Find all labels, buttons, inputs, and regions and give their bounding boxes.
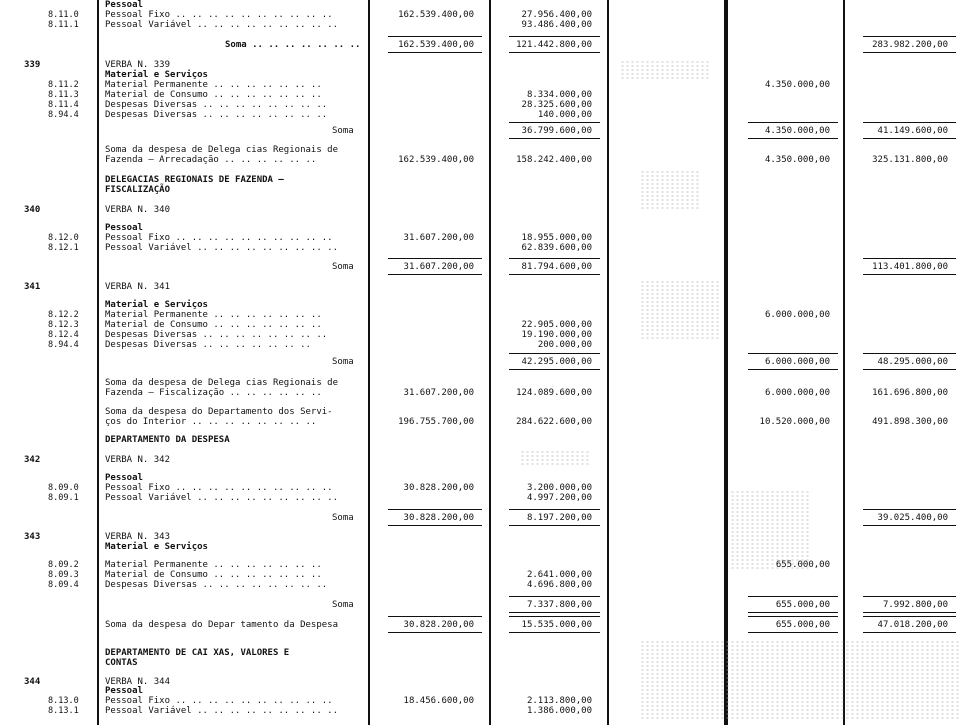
amount-v2: 28.325.600,00 bbox=[521, 100, 592, 110]
amount-v5: 39.025.400,00 bbox=[877, 513, 948, 523]
row-label: VERBA N. 342 bbox=[105, 455, 171, 465]
sum-rule bbox=[509, 596, 600, 597]
row-label: Pessoal Variável .. .. .. .. .. .. .. .. .. bbox=[105, 20, 338, 30]
amount-v1: 162.539.400,00 bbox=[398, 10, 474, 20]
amount-v1: 196.755.700,00 bbox=[398, 417, 474, 427]
row-label: Despesas Diversas .. .. .. .. .. .. .. .. bbox=[105, 110, 328, 120]
sum-label: Soma bbox=[332, 126, 354, 136]
account-code: 8.12.2 bbox=[48, 310, 79, 320]
amount-v2: 15.535.000,00 bbox=[521, 620, 592, 630]
row-label: Pessoal Variável .. .. .. .. .. .. .. .. .. bbox=[105, 706, 338, 716]
amount-v4: 6.000.000,00 bbox=[764, 388, 830, 398]
row-label: Pessoal Fixo .. .. .. .. .. .. .. .. .. .. bbox=[105, 483, 333, 493]
sum-rule bbox=[509, 52, 600, 53]
amount-v2: 36.799.600,00 bbox=[521, 126, 592, 136]
amount-v5: 161.696.800,00 bbox=[872, 388, 948, 398]
amount-v4: 655.000,00 bbox=[775, 620, 830, 630]
sum-rule bbox=[863, 596, 956, 597]
amount-v4: 655.000,00 bbox=[775, 560, 830, 570]
account-code: 8.94.4 bbox=[48, 340, 79, 350]
amount-v5: 325.131.800,00 bbox=[872, 155, 948, 165]
sum-label: Soma bbox=[332, 600, 354, 610]
sum-rule bbox=[509, 36, 600, 37]
amount-v2: 7.337.800,00 bbox=[526, 600, 592, 610]
amount-v4: 4.350.000,00 bbox=[764, 80, 830, 90]
amount-v1: 162.539.400,00 bbox=[398, 40, 474, 50]
sum-rule bbox=[509, 369, 600, 370]
row-label: Despesas Diversas .. .. .. .. .. .. .. .. bbox=[105, 330, 328, 340]
sum-rule bbox=[863, 509, 956, 510]
amount-v1: 31.607.200,00 bbox=[403, 262, 474, 272]
sum-rule bbox=[509, 525, 600, 526]
row-label: Material e Serviços bbox=[105, 300, 208, 310]
verba-number: 340 bbox=[24, 205, 41, 215]
row-label: Material e Serviços bbox=[105, 70, 208, 80]
account-code: 8.09.3 bbox=[48, 570, 79, 580]
row-label: DELEGACIAS REGIONAIS DE FAZENDA — bbox=[105, 175, 284, 185]
sum-rule bbox=[863, 52, 956, 53]
verba-number: 344 bbox=[24, 677, 41, 687]
row-label: VERBA N. 341 bbox=[105, 282, 171, 292]
row-label: Pessoal bbox=[105, 0, 143, 10]
col-rule-5 bbox=[724, 0, 728, 725]
amount-v2: 8.334.000,00 bbox=[526, 90, 592, 100]
scan-noise bbox=[520, 450, 590, 465]
sum-rule bbox=[509, 612, 600, 613]
account-code: 8.09.1 bbox=[48, 493, 79, 503]
row-label: Pessoal Variável .. .. .. .. .. .. .. .. .. bbox=[105, 243, 338, 253]
sum-label: Soma da despesa de Delega cias Regionais de bbox=[105, 378, 338, 388]
amount-v5: 283.982.200,00 bbox=[872, 40, 948, 50]
sum-rule bbox=[863, 612, 956, 613]
verba-number: 342 bbox=[24, 455, 41, 465]
verba-number: 339 bbox=[24, 60, 41, 70]
account-code: 8.11.1 bbox=[48, 20, 79, 30]
amount-v4: 6.000.000,00 bbox=[764, 310, 830, 320]
sum-rule bbox=[509, 258, 600, 259]
amount-v2: 200.000,00 bbox=[537, 340, 592, 350]
row-label: CONTAS bbox=[105, 658, 138, 668]
amount-v5: 41.149.600,00 bbox=[877, 126, 948, 136]
account-code: 8.11.3 bbox=[48, 90, 79, 100]
row-label: DEPARTAMENTO DA DESPESA bbox=[105, 435, 230, 445]
sum-rule bbox=[748, 612, 838, 613]
sum-rule bbox=[863, 616, 956, 617]
amount-v4: 10.520.000,00 bbox=[759, 417, 830, 427]
sum-label: Soma da despesa de Delega cias Regionais de bbox=[105, 145, 338, 155]
sum-label: Soma bbox=[332, 357, 354, 367]
account-code: 8.09.2 bbox=[48, 560, 79, 570]
row-label: Fazenda — Arrecadação .. .. .. .. .. .. bbox=[105, 155, 317, 165]
account-code: 8.94.4 bbox=[48, 110, 79, 120]
amount-v2: 158.242.400,00 bbox=[516, 155, 592, 165]
sum-rule bbox=[509, 138, 600, 139]
row-label: Pessoal Fixo .. .. .. .. .. .. .. .. .. .. bbox=[105, 696, 333, 706]
amount-v2: 27.956.400,00 bbox=[521, 10, 592, 20]
amount-v2: 140.000,00 bbox=[537, 110, 592, 120]
account-code: 8.09.4 bbox=[48, 580, 79, 590]
sum-rule bbox=[748, 138, 838, 139]
amount-v5: 48.295.000,00 bbox=[877, 357, 948, 367]
row-label: Material Permanente .. .. .. .. .. .. .. bbox=[105, 80, 322, 90]
amount-v2: 4.997.200,00 bbox=[526, 493, 592, 503]
sum-label: Soma bbox=[332, 513, 354, 523]
row-label: FISCALIZAÇÃO bbox=[105, 185, 171, 195]
amount-v2: 62.839.600,00 bbox=[521, 243, 592, 253]
sum-rule bbox=[863, 122, 956, 123]
sum-rule bbox=[509, 509, 600, 510]
account-code: 8.13.0 bbox=[48, 696, 79, 706]
row-label: Material de Consumo .. .. .. .. .. .. .. bbox=[105, 90, 322, 100]
row-label: Material e Serviços bbox=[105, 542, 208, 552]
account-code: 8.13.1 bbox=[48, 706, 79, 716]
amount-v2: 22.905.000,00 bbox=[521, 320, 592, 330]
row-label: Pessoal Fixo .. .. .. .. .. .. .. .. .. .. bbox=[105, 10, 333, 20]
row-label: VERBA N. 343 bbox=[105, 532, 171, 542]
sum-rule bbox=[388, 52, 482, 53]
row-label: VERBA N. 344 bbox=[105, 677, 171, 687]
amount-v1: 162.539.400,00 bbox=[398, 155, 474, 165]
sum-rule bbox=[509, 122, 600, 123]
sum-rule bbox=[863, 274, 956, 275]
amount-v5: 113.401.800,00 bbox=[872, 262, 948, 272]
amount-v2: 2.113.800,00 bbox=[526, 696, 592, 706]
amount-v2: 42.295.000,00 bbox=[521, 357, 592, 367]
sum-label: Soma da despesa do Departamento dos Servi- bbox=[105, 407, 333, 417]
amount-v1: 30.828.200,00 bbox=[403, 513, 474, 523]
row-label: VERBA N. 340 bbox=[105, 205, 171, 215]
account-code: 8.12.0 bbox=[48, 233, 79, 243]
sum-rule bbox=[748, 353, 838, 354]
col-rule-1 bbox=[97, 0, 99, 725]
row-label: Material Permanente .. .. .. .. .. .. .. bbox=[105, 560, 322, 570]
sum-rule bbox=[509, 632, 600, 633]
amount-v2: 121.442.800,00 bbox=[516, 40, 592, 50]
sum-rule bbox=[748, 632, 838, 633]
row-label: Pessoal Variável .. .. .. .. .. .. .. .. .. bbox=[105, 493, 338, 503]
sum-rule bbox=[863, 632, 956, 633]
row-label: Pessoal Fixo .. .. .. .. .. .. .. .. .. .. bbox=[105, 233, 333, 243]
amount-v2: 8.197.200,00 bbox=[526, 513, 592, 523]
sum-rule bbox=[388, 509, 482, 510]
scan-noise bbox=[640, 640, 960, 720]
sum-rule bbox=[863, 258, 956, 259]
verba-number: 341 bbox=[24, 282, 41, 292]
amount-v2: 3.200.000,00 bbox=[526, 483, 592, 493]
account-code: 8.11.0 bbox=[48, 10, 79, 20]
sum-rule bbox=[509, 616, 600, 617]
amount-v4: 6.000.000,00 bbox=[764, 357, 830, 367]
account-code: 8.12.3 bbox=[48, 320, 79, 330]
amount-v1: 18.456.600,00 bbox=[403, 696, 474, 706]
amount-v4: 4.350.000,00 bbox=[764, 126, 830, 136]
sum-rule bbox=[863, 525, 956, 526]
amount-v4: 4.350.000,00 bbox=[764, 155, 830, 165]
amount-v2: 4.696.800,00 bbox=[526, 580, 592, 590]
sum-rule bbox=[863, 353, 956, 354]
amount-v1: 31.607.200,00 bbox=[403, 388, 474, 398]
row-label: Despesas Diversas .. .. .. .. .. .. .. .. bbox=[105, 580, 328, 590]
amount-v2: 19.190.000,00 bbox=[521, 330, 592, 340]
row-label: Fazenda — Fiscalização .. .. .. .. .. .. bbox=[105, 388, 322, 398]
sum-label: Soma bbox=[332, 262, 354, 272]
scan-noise bbox=[640, 170, 700, 210]
sum-rule bbox=[863, 369, 956, 370]
row-label: Pessoal bbox=[105, 223, 143, 233]
sum-rule bbox=[748, 369, 838, 370]
verba-number: 343 bbox=[24, 532, 41, 542]
amount-v2: 1.386.000,00 bbox=[526, 706, 592, 716]
sum-label: Soma da despesa do Depar tamento da Despesa bbox=[105, 620, 338, 630]
account-code: 8.11.4 bbox=[48, 100, 79, 110]
row-label: ços do Interior .. .. .. .. .. .. .. .. bbox=[105, 417, 317, 427]
sum-rule bbox=[509, 274, 600, 275]
sum-rule bbox=[748, 596, 838, 597]
account-code: 8.12.1 bbox=[48, 243, 79, 253]
amount-v4: 655.000,00 bbox=[775, 600, 830, 610]
col-rule-4 bbox=[607, 0, 609, 725]
sum-rule bbox=[748, 616, 838, 617]
col-rule-2 bbox=[368, 0, 370, 725]
account-code: 8.12.4 bbox=[48, 330, 79, 340]
scan-noise bbox=[620, 60, 710, 80]
amount-v2: 2.641.000,00 bbox=[526, 570, 592, 580]
row-label: Material de Consumo .. .. .. .. .. .. .. bbox=[105, 570, 322, 580]
amount-v2: 124.089.600,00 bbox=[516, 388, 592, 398]
sum-rule bbox=[509, 353, 600, 354]
row-label: Pessoal bbox=[105, 686, 143, 696]
row-label: Material Permanente .. .. .. .. .. .. .. bbox=[105, 310, 322, 320]
amount-v1: 31.607.200,00 bbox=[403, 233, 474, 243]
account-code: 8.09.0 bbox=[48, 483, 79, 493]
amount-v2: 284.622.600,00 bbox=[516, 417, 592, 427]
row-label: Despesas Diversas .. .. .. .. .. .. .. bbox=[105, 340, 311, 350]
scan-noise bbox=[640, 280, 720, 340]
amount-v2: 81.794.600,00 bbox=[521, 262, 592, 272]
sum-rule bbox=[388, 36, 482, 37]
scan-noise bbox=[730, 490, 810, 570]
sum-rule bbox=[863, 36, 956, 37]
sum-rule bbox=[388, 274, 482, 275]
row-label: DEPARTAMENTO DE CAI XAS, VALORES E bbox=[105, 648, 290, 658]
sum-rule bbox=[748, 122, 838, 123]
amount-v1: 30.828.200,00 bbox=[403, 483, 474, 493]
sum-rule bbox=[388, 632, 482, 633]
sum-rule bbox=[388, 258, 482, 259]
sum-rule bbox=[388, 616, 482, 617]
sum-label: Soma .. .. .. .. .. .. .. bbox=[225, 40, 361, 50]
row-label: Material de Consumo .. .. .. .. .. .. .. bbox=[105, 320, 322, 330]
amount-v5: 491.898.300,00 bbox=[872, 417, 948, 427]
amount-v1: 30.828.200,00 bbox=[403, 620, 474, 630]
row-label: Despesas Diversas .. .. .. .. .. .. .. .. bbox=[105, 100, 328, 110]
amount-v5: 47.018.200,00 bbox=[877, 620, 948, 630]
account-code: 8.11.2 bbox=[48, 80, 79, 90]
amount-v2: 18.955.000,00 bbox=[521, 233, 592, 243]
row-label: Pessoal bbox=[105, 473, 143, 483]
amount-v5: 7.992.800,00 bbox=[882, 600, 948, 610]
sum-rule bbox=[863, 138, 956, 139]
sum-rule bbox=[388, 525, 482, 526]
row-label: VERBA N. 339 bbox=[105, 60, 171, 70]
amount-v2: 93.486.400,00 bbox=[521, 20, 592, 30]
